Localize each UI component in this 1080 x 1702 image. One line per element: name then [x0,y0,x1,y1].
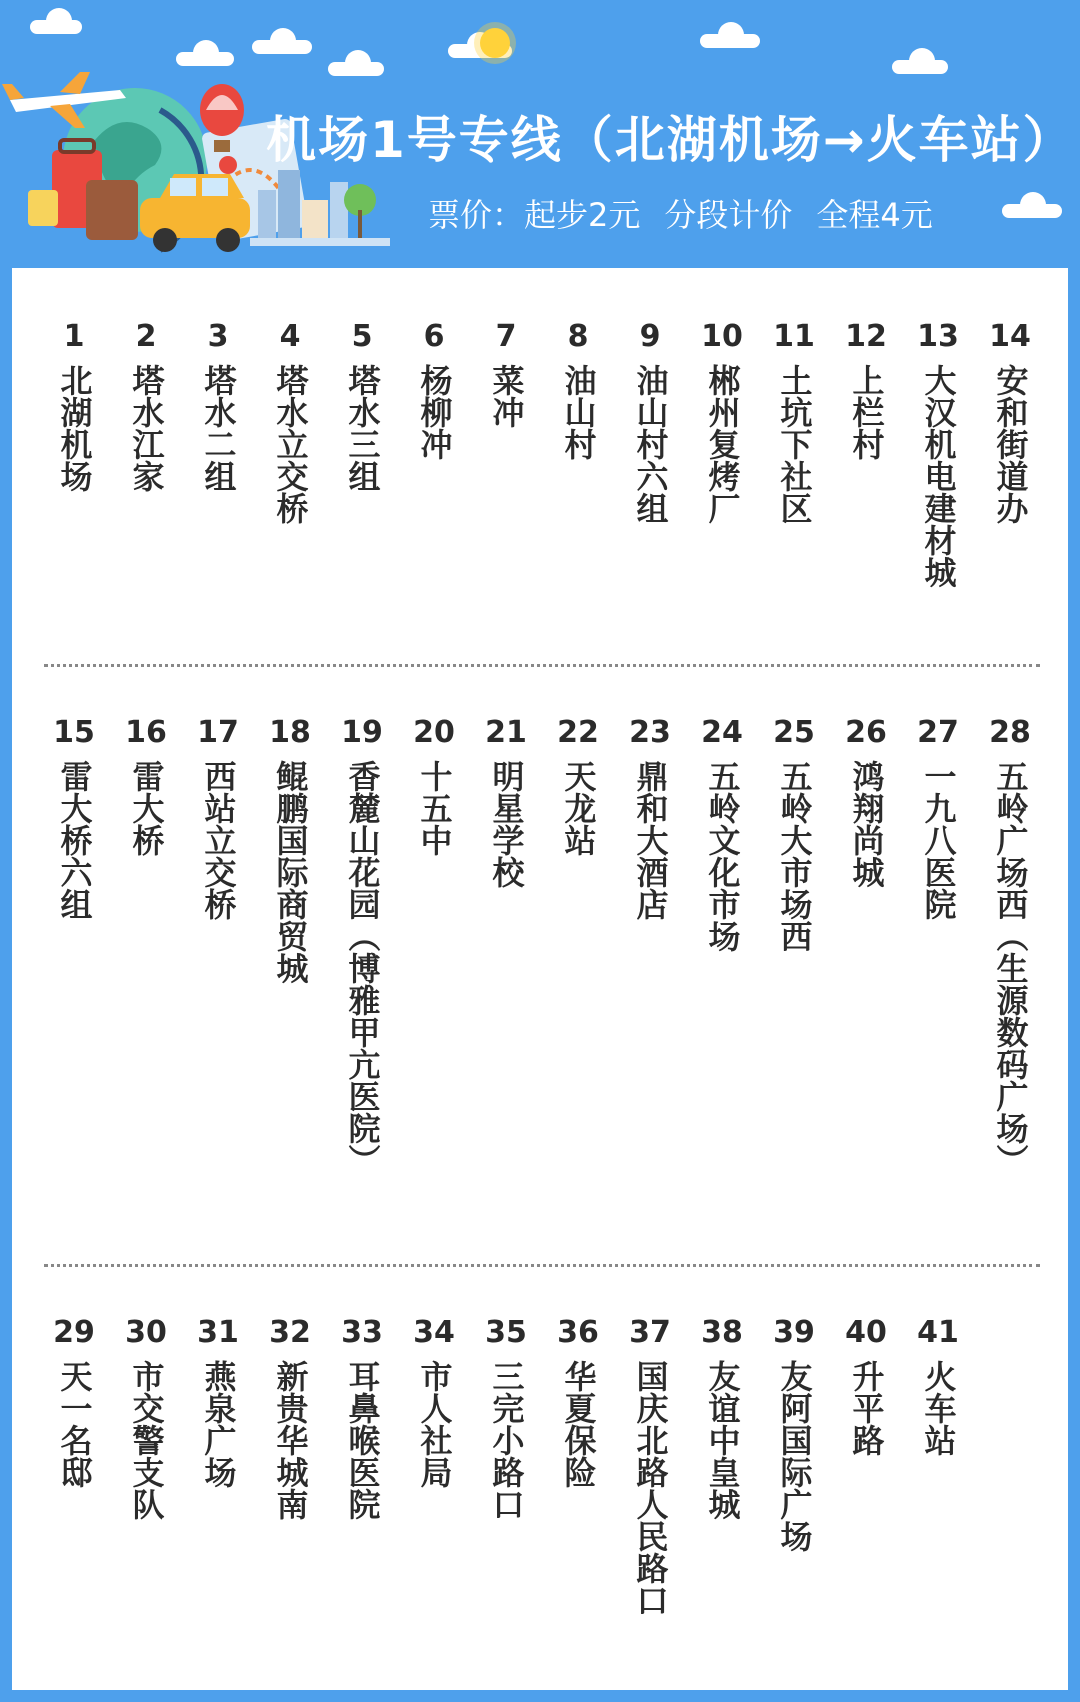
stop-name: 菜冲 [487,364,526,428]
stop-name: 塔水立交桥 [271,364,310,524]
stop-number: 39 [773,1315,815,1350]
stop-name: 市人社局 [415,1360,454,1488]
bus-stop [404,1314,464,1488]
stop-number: 15 [53,715,95,750]
bus-stop [476,1314,536,1520]
stop-number: 8 [567,319,589,354]
stop-number: 41 [917,1315,959,1350]
stop-name: 五岭文化市场 [703,760,742,952]
sun-icon [480,28,510,58]
stop-name: 土坑下社区 [775,364,814,524]
cloud-icon [252,40,312,54]
cloud-icon [1002,204,1062,218]
bus-stop [332,1314,392,1520]
stop-name: 五岭大市场西 [775,760,814,952]
stop-number: 2 [135,319,157,354]
row-divider [44,1264,1040,1267]
stop-name: 火车站 [919,1360,958,1456]
stop-name: 香麓山花园（博雅甲亢医院） [343,760,382,1176]
cloud-icon [30,20,82,34]
stop-number: 26 [845,715,887,750]
bus-stop [620,318,680,524]
stop-number: 10 [701,319,743,354]
bus-stop [476,318,536,428]
page-title: 机场1号专线（北湖机场→火车站） [266,111,1075,169]
bus-stop [116,714,176,856]
stop-name: 塔水三组 [343,364,382,492]
stop-name: 鲲鹏国际商贸城 [271,760,310,984]
bus-stop [692,1314,752,1520]
stop-name: 油山村 [559,364,598,460]
stop-name: 郴州复烤厂 [703,364,742,524]
stop-number: 17 [197,715,239,750]
bus-stop [188,714,248,920]
stop-number: 37 [629,1315,671,1350]
stop-name: 塔水二组 [199,364,238,492]
stops-row-3 [44,1314,1044,1654]
fare-info [428,190,957,236]
bus-stop [764,714,824,952]
bus-stop [908,318,968,588]
bus-stop [908,1314,968,1456]
bus-stop [548,1314,608,1488]
bus-stop [404,318,464,460]
bus-stop [188,1314,248,1488]
bus-stop [116,318,176,492]
stops-panel [12,268,1068,1690]
stop-name: 耳鼻喉医院 [343,1360,382,1520]
bus-stop [692,714,752,952]
bus-stop [548,318,608,460]
stop-name: 塔水江家 [127,364,166,492]
bus-stop [620,1314,680,1616]
bus-stop [764,1314,824,1552]
stop-name: 油山村六组 [631,364,670,524]
stop-number: 9 [639,319,661,354]
bus-stop [980,318,1040,524]
stop-number: 12 [845,319,887,354]
stop-name: 三完小路口 [487,1360,526,1520]
fare-base: 票价：起步2元 [428,196,641,234]
stop-name: 雷大桥 [127,760,166,856]
bus-stop [836,714,896,888]
bus-stop [692,318,752,524]
stop-name: 鼎和大酒店 [631,760,670,920]
bus-stop [764,318,824,524]
stop-name: 天龙站 [559,760,598,856]
stop-number: 18 [269,715,311,750]
cloud-icon [700,34,760,48]
stop-number: 38 [701,1315,743,1350]
stop-name: 天一名邸 [55,1360,94,1488]
bus-stop [548,714,608,856]
stop-name: 鸿翔尚城 [847,760,886,888]
stop-name: 安和街道办 [991,364,1030,524]
stop-number: 33 [341,1315,383,1350]
bus-stop [980,714,1040,1176]
stop-name: 国庆北路人民路口 [631,1360,670,1616]
stop-number: 14 [989,319,1031,354]
stop-number: 11 [773,319,815,354]
stops-row-1 [44,318,1044,618]
stop-number: 16 [125,715,167,750]
bus-stop [476,714,536,888]
bus-stop [188,318,248,492]
stop-number: 13 [917,319,959,354]
stop-number: 20 [413,715,455,750]
stops-row-2 [44,714,1044,1214]
stop-number: 5 [351,319,373,354]
bus-stop [836,318,896,460]
stop-name: 雷大桥六组 [55,760,94,920]
bus-stop [260,1314,320,1520]
stop-number: 27 [917,715,959,750]
stop-number: 6 [423,319,445,354]
stop-name: 大汉机电建材城 [919,364,958,588]
stop-number: 40 [845,1315,887,1350]
bus-stop [908,714,968,920]
stop-name: 友阿国际广场 [775,1360,814,1552]
stop-number: 25 [773,715,815,750]
bus-stop [620,714,680,920]
stop-number: 35 [485,1315,527,1350]
bus-stop [44,1314,104,1488]
stop-name: 上栏村 [847,364,886,460]
stop-number: 21 [485,715,527,750]
bus-stop [260,714,320,984]
header-banner [0,0,1080,268]
stop-number: 34 [413,1315,455,1350]
bus-stop [116,1314,176,1520]
stop-number: 31 [197,1315,239,1350]
bus-stop [836,1314,896,1456]
stop-number: 19 [341,715,383,750]
map-pin-icon [219,156,237,174]
stop-name: 北湖机场 [55,364,94,492]
stop-name: 明星学校 [487,760,526,888]
bus-stop [44,318,104,492]
stop-number: 1 [63,319,85,354]
fare-segment: 分段计价 [664,196,793,234]
stop-name: 一九八医院 [919,760,958,920]
stop-number: 30 [125,1315,167,1350]
stop-name: 燕泉广场 [199,1360,238,1488]
bus-stop [260,318,320,524]
stop-name: 华夏保险 [559,1360,598,1488]
stop-name: 友谊中皇城 [703,1360,742,1520]
stop-name: 杨柳冲 [415,364,454,460]
stop-number: 4 [279,319,301,354]
cloud-icon [176,52,234,66]
bus-stop [404,714,464,856]
stop-name: 新贵华城南 [271,1360,310,1520]
bus-stop [44,714,104,920]
bus-stop [332,318,392,492]
stop-number: 36 [557,1315,599,1350]
stop-name: 十五中 [415,760,454,856]
row-divider [44,664,1040,667]
stop-name: 五岭广场西（生源数码广场） [991,760,1030,1176]
stop-number: 24 [701,715,743,750]
bus-stop [332,714,392,1176]
stop-number: 23 [629,715,671,750]
stop-name: 西站立交桥 [199,760,238,920]
stop-name: 升平路 [847,1360,886,1456]
stop-number: 7 [495,319,517,354]
fare-full: 全程4元 [816,196,933,234]
stop-number: 22 [557,715,599,750]
cloud-icon [892,60,948,74]
stop-number: 28 [989,715,1031,750]
stop-number: 3 [207,319,229,354]
stop-name: 市交警支队 [127,1360,166,1520]
stop-number: 32 [269,1315,311,1350]
stop-number: 29 [53,1315,95,1350]
